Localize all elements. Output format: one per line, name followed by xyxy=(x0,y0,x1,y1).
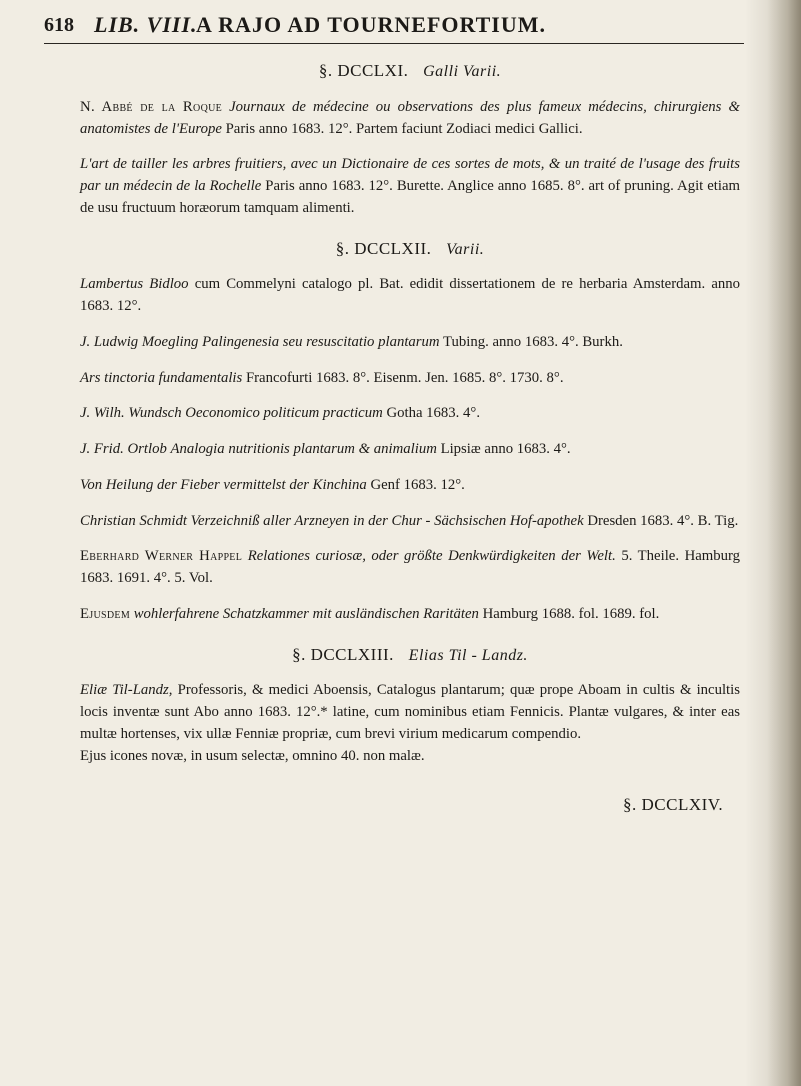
entry-details: Gotha 1683. 4°. xyxy=(386,405,481,422)
running-head xyxy=(44,8,734,38)
entry-author: Eberhard Werner Happel xyxy=(80,548,243,565)
page-edge-shadow xyxy=(767,0,801,1086)
entry-details: Tubing. anno 1683. 4°. Burkh. xyxy=(443,333,623,350)
entry-details: Francofurti 1683. 8°. Eisenm. Jen. 1685. 8°. 1730. 8°. xyxy=(245,369,564,386)
entry-author: J. Wilh. Wundsch xyxy=(80,405,182,422)
bibliography-entry xyxy=(80,274,740,318)
bibliography-entry xyxy=(80,332,740,354)
entry-author: J. Ludwig Moegling xyxy=(80,333,199,350)
entry-title: L'art de tailler les arbres fruitiers, avec un Dictionaire de ces sortes de mots, & un traité de l'usage des fruits par un médecin de la Rochelle xyxy=(80,156,740,194)
entry-title: Analogia nutritionis plantarum & animalium xyxy=(170,441,437,457)
page-text xyxy=(80,60,740,767)
bibliography-entry xyxy=(80,604,740,626)
entry-title: Ars tinctoria fundamentalis xyxy=(80,369,243,386)
bibliography-entry xyxy=(80,368,740,390)
section-subject: Varii. xyxy=(446,240,485,258)
bibliography-entry xyxy=(80,680,740,745)
section-heading xyxy=(80,238,740,261)
entry-author: Christian Schmidt xyxy=(80,512,187,529)
header-rule xyxy=(44,43,744,44)
entry-title: Journaux de médecine ou observations des plus fameux médecins, chirurgiens & anatomistes de l'Europe xyxy=(80,98,740,137)
entry-details: Hamburg 1688. fol. 1689. fol. xyxy=(482,605,660,622)
section-subject: Galli Varii. xyxy=(423,63,502,80)
entry-details: Professoris, & medici Aboensis, Catalogus plantarum; quæ prope Aboam in cultis & incultis locis inventæ sunt Abo anno 1683. 12°.* latine, cum nominibus etiam Fennicis. Plantæ vulgares, & inter eas multæ hortenses, vix ullæ Fenniæ propriæ, cum brevi virium medicarum compendio. xyxy=(80,682,740,742)
section-heading xyxy=(80,60,740,83)
entry-details: 5. Theile. Hamburg 1683. 1691. 4°. 5. Vol. xyxy=(80,548,741,586)
entry-details: cum Commelyni catalogo pl. Bat. edidit dissertationem de re herbaria Amsterdam. anno 1683. 12°. xyxy=(80,276,741,314)
entry-details: Dresden 1683. 4°. B. Tig. xyxy=(587,512,739,529)
entry-author: Eliæ Til-Landz, xyxy=(80,682,173,699)
entry-title: Verzeichniß aller Arzneyen in der Chur - Sächsischen Hof-apothek xyxy=(190,512,584,529)
page-number: 618 xyxy=(44,14,74,36)
entry-author: Ejusdem xyxy=(80,605,131,622)
section-number: §. DCCLXI. xyxy=(318,61,409,80)
section-number: §. DCCLXIII. xyxy=(292,644,394,664)
bibliography-entry xyxy=(80,97,740,141)
bibliography-entry xyxy=(80,746,740,768)
entry-details: Paris anno 1683. 12°. Partem faciunt Zodiaci medici Gallici. xyxy=(225,120,583,137)
section-subject: Elias Til - Landz. xyxy=(408,646,528,664)
bibliography-entry xyxy=(80,511,740,533)
bibliography-entry xyxy=(80,546,740,590)
catchword: §. DCCLXIV. xyxy=(623,795,724,814)
entry-title: Oeconomico politicum practicum xyxy=(185,405,383,422)
entry-details: Ejus icones novæ, in usum selectæ, omnino 40. non malæ. xyxy=(80,747,425,764)
entry-title: Von Heilung der Fieber vermittelst der Kinchina xyxy=(80,476,367,493)
entry-title: Palingenesia seu resuscitatio plantarum xyxy=(202,333,440,350)
entry-details: Lipsiæ anno 1683. 4°. xyxy=(440,441,571,457)
bibliography-entry xyxy=(80,403,740,425)
book-number: LIB. VIII. xyxy=(94,12,198,37)
running-title: A RAJO AD TOURNEFORTIUM. xyxy=(196,12,547,37)
section-number: §. DCCLXII. xyxy=(335,238,432,258)
entry-details: Genf 1683. 12°. xyxy=(370,476,465,493)
bibliography-entry xyxy=(80,475,740,497)
entry-author: N. Abbé de la Roque xyxy=(80,98,223,115)
entry-title: wohlerfahrene Schatzkammer mit ausländischen Raritäten xyxy=(133,605,479,622)
entry-title: Relationes curiosæ, oder größte Denkwürdigkeiten der Welt. xyxy=(247,548,616,565)
bibliography-entry xyxy=(80,439,740,461)
bibliography-entry xyxy=(80,154,740,219)
entry-author: J. Frid. Ortlob xyxy=(80,441,167,457)
section-heading xyxy=(80,644,740,667)
entry-details: Paris anno 1683. 12°. Burette. Anglice anno 1685. 8°. art of pruning. Agit etiam de usu fructuum horæorum tamquam alimenti. xyxy=(80,178,740,216)
entry-author: Lambertus Bidloo xyxy=(80,276,189,293)
